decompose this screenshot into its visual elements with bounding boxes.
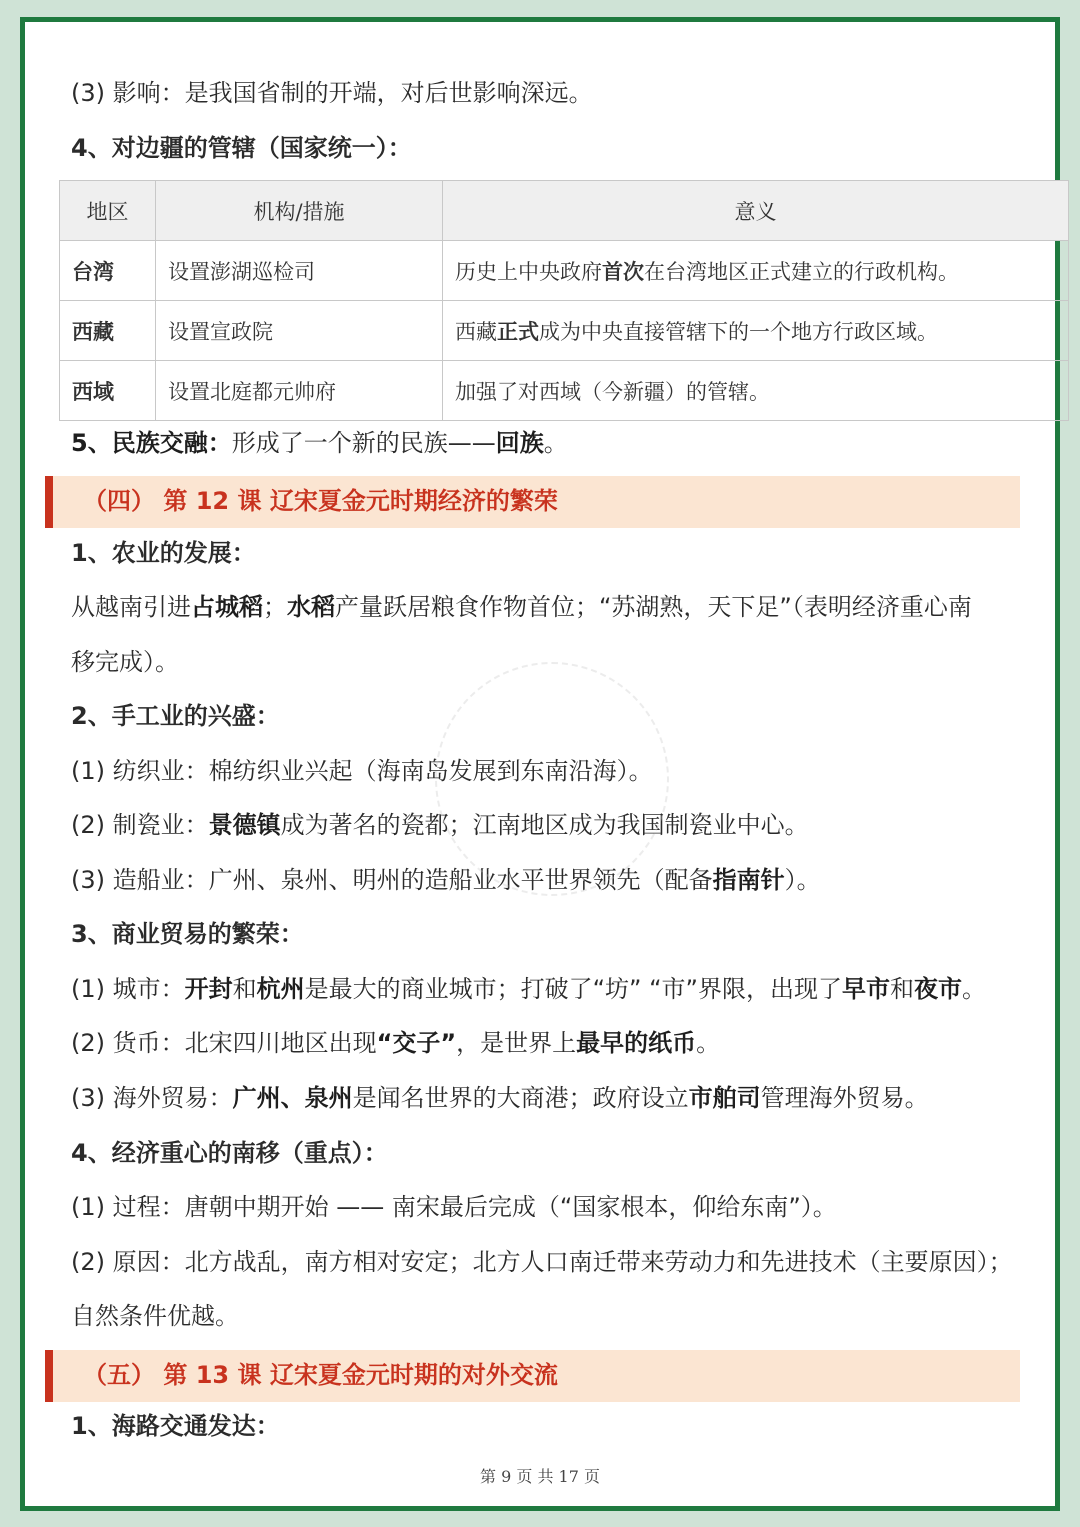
shift-heading: 4、经济重心的南移（重点）： <box>71 1139 388 1167</box>
table-row <box>60 241 1069 301</box>
table-cell-measure: 设置宣政院 <box>156 301 443 361</box>
craft-line-3: (3) 造船业：广州、泉州、明州的造船业水平世界领先（配备指南针）。 <box>71 866 821 894</box>
sea-heading: 1、海路交通发达： <box>71 1412 280 1440</box>
table-header: 地区 <box>60 181 156 241</box>
table-header-row <box>60 181 1069 241</box>
table-cell-region: 西域 <box>60 361 156 421</box>
ethnic-label: 5、民族交融： <box>71 429 232 457</box>
table-cell-meaning: 西藏正式成为中央直接管辖下的一个地方行政区域。 <box>443 301 1069 361</box>
trade-line-3: (3) 海外贸易：广州、泉州是闻名世界的大商港；政府设立市舶司管理海外贸易。 <box>71 1084 929 1112</box>
ethnic-line: 5、民族交融：形成了一个新的民族——回族。 <box>71 429 568 457</box>
section-header-4 <box>45 476 1020 528</box>
craft-line-1: (1) 纺织业：棉纺织业兴起（海南岛发展到东南沿海）。 <box>71 757 653 785</box>
table-row <box>60 361 1069 421</box>
frontier-table <box>59 180 1069 421</box>
agri-heading: 1、农业的发展： <box>71 539 256 567</box>
table-header: 机构/措施 <box>156 181 443 241</box>
page-footer: 第 9 页 共 17 页 <box>480 1467 600 1486</box>
table-row <box>60 301 1069 361</box>
shift-line-3: 自然条件优越。 <box>71 1302 239 1330</box>
page-content <box>25 22 1055 1506</box>
table-cell-measure: 设置澎湖巡检司 <box>156 241 443 301</box>
trade-line-1: (1) 城市：开封和杭州是最大的商业城市；打破了“坊” “市”界限，出现了早市和夜市。 <box>71 975 986 1003</box>
table-header: 意义 <box>443 181 1069 241</box>
item-number: (3) <box>71 79 105 107</box>
section-title: （四） 第 12 课 辽宋夏金元时期经济的繁荣 <box>83 487 558 515</box>
frontier-heading: 4、对边疆的管辖（国家统一）： <box>71 134 412 162</box>
section-title: （五） 第 13 课 辽宋夏金元时期的对外交流 <box>83 1361 558 1389</box>
table-cell-measure: 设置北庭都元帅府 <box>156 361 443 421</box>
table-cell-region: 西藏 <box>60 301 156 361</box>
craft-line-2: (2) 制瓷业：景德镇成为著名的瓷都；江南地区成为我国制瓷业中心。 <box>71 811 809 839</box>
table-cell-region: 台湾 <box>60 241 156 301</box>
craft-heading: 2、手工业的兴盛： <box>71 702 280 730</box>
shift-line-2: (2) 原因：北方战乱，南方相对安定；北方人口南迁带来劳动力和先进技术（主要原因）； <box>71 1248 1013 1276</box>
agri-line-1: 从越南引进占城稻；水稻产量跃居粮食作物首位；“苏湖熟，天下足”（表明经济重心南 <box>71 593 972 621</box>
table-cell-meaning: 加强了对西域（今新疆）的管辖。 <box>443 361 1069 421</box>
trade-heading: 3、商业贸易的繁荣： <box>71 920 304 948</box>
influence-line <box>71 78 593 108</box>
item-text: 是我国省制的开端，对后世影响深远。 <box>184 79 593 107</box>
agri-line-2: 移完成）。 <box>71 648 179 676</box>
section-header-5 <box>45 1350 1020 1402</box>
shift-line-1: (1) 过程：唐朝中期开始 —— 南宋最后完成（“国家根本，仰给东南”）。 <box>71 1193 837 1221</box>
table-cell-meaning: 历史上中央政府首次在台湾地区正式建立的行政机构。 <box>443 241 1069 301</box>
page-frame <box>20 17 1060 1511</box>
item-label: 影响： <box>112 79 185 107</box>
trade-line-2: (2) 货币：北宋四川地区出现“交子”，是世界上最早的纸币。 <box>71 1029 721 1057</box>
